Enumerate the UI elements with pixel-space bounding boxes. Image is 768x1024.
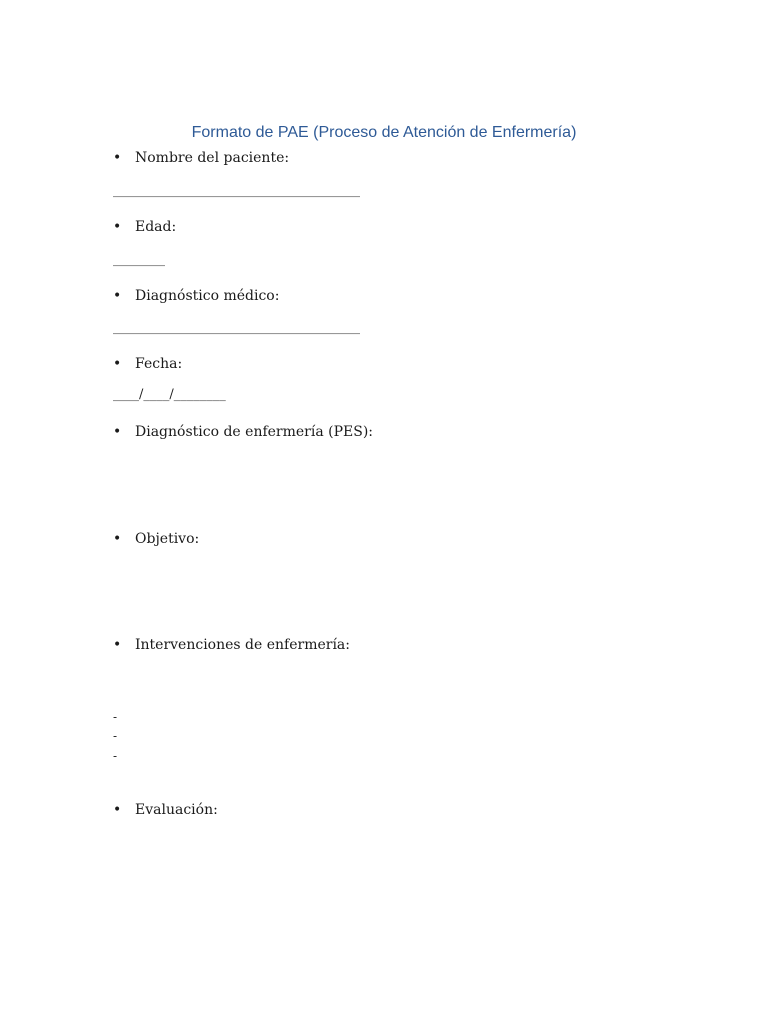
field-nombre-paciente [113, 149, 289, 167]
bullet-icon: • [113, 356, 122, 372]
page-title: Formato de PAE (Proceso de Atención de Enfermería) [191, 124, 577, 141]
field-intervenciones [113, 636, 350, 654]
intervention-dash-1: - [113, 710, 118, 724]
field-label: Nombre del paciente: [135, 150, 290, 166]
blank-line-edad[interactable]: ________ [113, 252, 165, 267]
field-label: Objetivo: [135, 531, 200, 547]
blank-line-nombre[interactable]: ______________________________________ [113, 183, 360, 198]
field-label: Edad: [135, 219, 177, 235]
field-evaluacion [113, 801, 218, 819]
bullet-icon: • [113, 219, 122, 235]
field-diagnostico-medico [113, 287, 279, 305]
bullet-icon: • [113, 531, 122, 547]
intervention-dash-2: - [113, 729, 118, 743]
field-label: Fecha: [135, 356, 183, 372]
bullet-icon: • [113, 150, 122, 166]
bullet-icon: • [113, 288, 122, 304]
intervention-dash-3: - [113, 749, 118, 763]
field-label: Diagnóstico de enfermería (PES): [135, 424, 374, 440]
field-label: Diagnóstico médico: [135, 288, 280, 304]
field-diagnostico-enfermeria [113, 423, 373, 441]
field-edad [113, 218, 176, 236]
blank-line-diagnostico-medico[interactable]: ______________________________________ [113, 320, 360, 335]
bullet-icon: • [113, 424, 122, 440]
field-label: Evaluación: [135, 802, 218, 818]
field-label: Intervenciones de enfermería: [135, 637, 350, 653]
blank-line-fecha[interactable]: ____/____/________ [113, 387, 226, 402]
bullet-icon: • [113, 802, 122, 818]
field-fecha [113, 355, 182, 373]
field-objetivo [113, 530, 199, 548]
bullet-icon: • [113, 637, 122, 653]
